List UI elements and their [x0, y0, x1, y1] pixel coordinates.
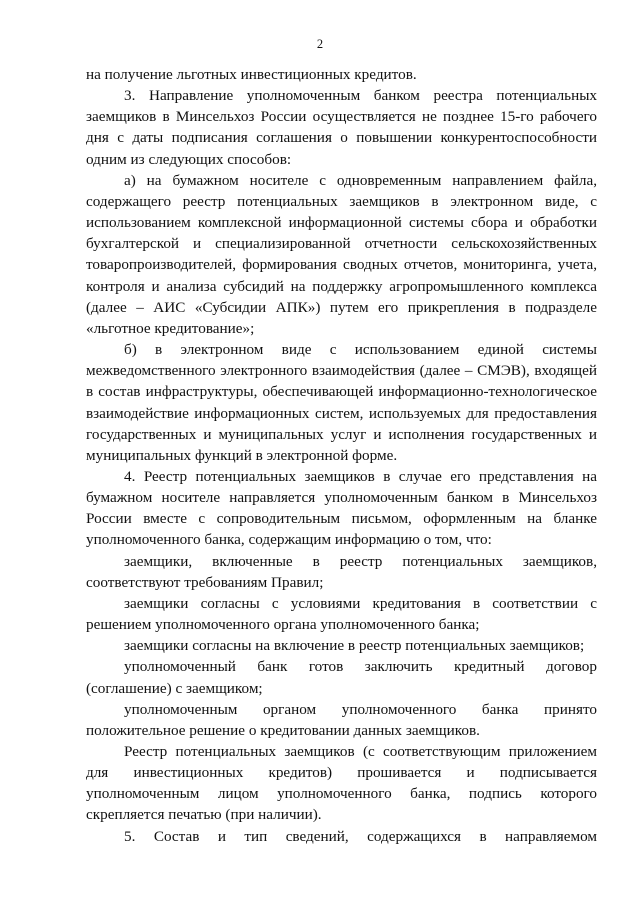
page-number: 2 [316, 37, 324, 51]
paragraph-condition-1: заемщики, включенные в реестр потенциальных заемщиков, соответствуют требованиям Правил; [86, 552, 597, 591]
paragraph-registry-signing: Реестр потенциальных заемщиков (с соответствующим приложением для инвестиционных кредитов) прошивается и подписывается уполномоченным лицом уполномоченного банка, подпись которого скрепляется печатью (при наличии). [86, 743, 597, 824]
document-body [86, 64, 597, 847]
paragraph-item-3: 3. Направление уполномоченным банком реестра потенциальных заемщиков в Минсельхоз России осуществляется не позднее 15-го рабочего дня с даты подписания соглашения о повышении конкурентоспособности одним из следующих способов: [86, 87, 597, 168]
paragraph-subitem-b: б) в электронном виде с использованием единой системы межведомственного электронного взаимодействия (далее – СМЭВ), входящей в состав инфраструктуры, обеспечивающей информационно-технологическое взаимодействие информационных систем, используемых для предоставления государственных и муниципальных услуг и исполнения государственных и муниципальных функций в электронной форме. [86, 341, 597, 464]
paragraph-condition-4: уполномоченный банк готов заключить кредитный договор (соглашение) с заемщиком; [86, 658, 597, 697]
paragraph-condition-3: заемщики согласны на включение в реестр потенциальных заемщиков; [124, 637, 585, 655]
paragraph-condition-2: заемщики согласны с условиями кредитования в соответствии с решением уполномоченного органа уполномоченного банка; [86, 594, 597, 634]
paragraph-item-4: 4. Реестр потенциальных заемщиков в случае его представления на бумажном носителе направляется уполномоченным банком в Минсельхоз России вместе с сопроводительным письмом, оформленным на бланке уполномоченного банка, содержащим информацию о том, что: [86, 467, 597, 549]
paragraph-subitem-a: а) на бумажном носителе с одновременным направлением файла, содержащего реестр потенциальных заемщиков в электронном виде, с использованием комплексной информационной системы сбора и обработки бухгалтерской и специализированной отчетности сельскохозяйственных товаропроизводителей, формирования сводных отчетов, мониторинга, учета, контроля и анализа субсидий на поддержку агропромышленного комплекса (далее – АИС «Субсидии АПК») путем его прикрепления в подразделе «льготное кредитование»; [86, 171, 597, 337]
paragraph-item-5: 5. Состав и тип сведений, содержащихся в направляемом [124, 827, 597, 845]
paragraph-condition-5: уполномоченным органом уполномоченного банка принято положительное решение о кредитовании данных заемщиков. [86, 700, 597, 739]
paragraph-continuation: на получение льготных инвестиционных кредитов. [86, 66, 417, 83]
